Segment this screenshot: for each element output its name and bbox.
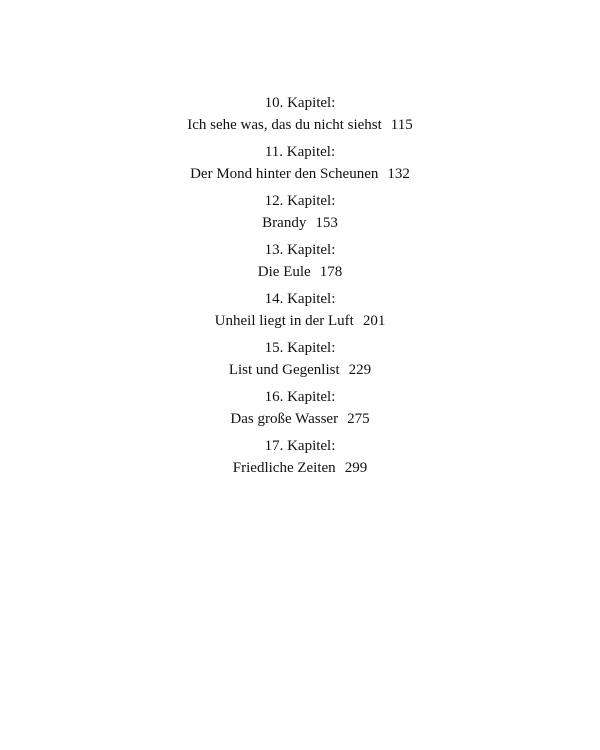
chapter-heading: 17. Kapitel: (264, 438, 336, 454)
chapter-line (0, 310, 600, 332)
chapter-heading: 10. Kapitel: (264, 95, 336, 111)
toc-entry (0, 239, 600, 288)
chapter-line (0, 163, 600, 185)
toc-entry (0, 337, 600, 386)
page-number: 275 (347, 411, 370, 427)
chapter-title: Die Eule (257, 264, 311, 280)
chapter-title: Brandy (262, 215, 307, 231)
toc-entry (0, 190, 600, 239)
page-number: 299 (344, 460, 368, 476)
chapter-title: List und Gegenlist (228, 362, 340, 378)
toc-entry (0, 435, 600, 484)
chapter-line (0, 114, 600, 136)
page-number: 178 (319, 264, 343, 280)
chapter-line (0, 261, 600, 283)
chapter-line (0, 359, 600, 381)
page-number: 201 (362, 313, 386, 329)
chapter-heading: 13. Kapitel: (264, 242, 336, 258)
chapter-line (0, 457, 600, 479)
toc-entry (0, 92, 600, 141)
chapter-heading: 12. Kapitel: (264, 193, 336, 209)
page-number: 115 (390, 117, 413, 133)
chapter-heading: 14. Kapitel: (264, 291, 336, 307)
table-of-contents (0, 92, 600, 484)
toc-entry (0, 288, 600, 337)
page-number: 153 (315, 215, 338, 231)
chapter-title: Ich sehe was, das du nicht siehst (187, 117, 382, 133)
toc-entry (0, 141, 600, 190)
chapter-title: Unheil liegt in der Luft (214, 313, 354, 329)
chapter-line (0, 212, 600, 234)
chapter-title: Der Mond hinter den Scheunen (190, 166, 379, 182)
chapter-line (0, 408, 600, 430)
chapter-heading: 16. Kapitel: (264, 389, 336, 405)
page-number: 229 (348, 362, 372, 378)
chapter-title: Das große Wasser (230, 411, 339, 427)
chapter-heading: 11. Kapitel: (264, 144, 336, 160)
chapter-heading: 15. Kapitel: (264, 340, 336, 356)
page-number: 132 (387, 166, 410, 182)
chapter-title: Friedliche Zeiten (232, 460, 336, 476)
toc-entry (0, 386, 600, 435)
